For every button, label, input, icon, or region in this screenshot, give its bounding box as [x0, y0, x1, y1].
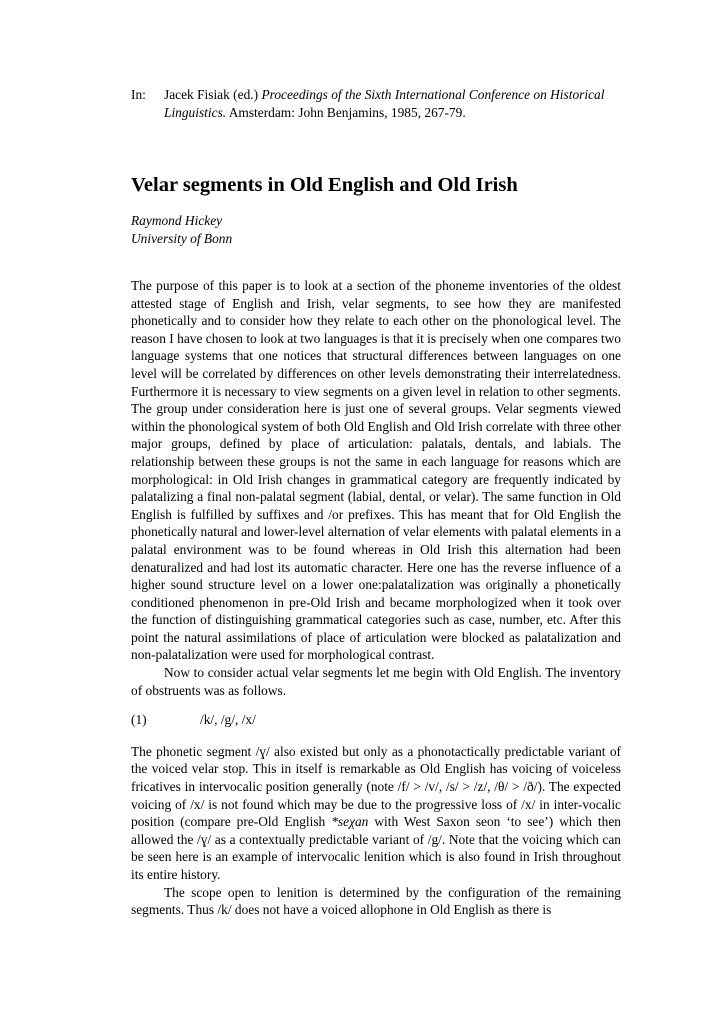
citation-publisher: Amsterdam: John Benjamins, 1985, 267-79.: [226, 105, 466, 120]
paragraph-3-part-a: The phonetic segment /ɣ/ also existed but only as a phonotactically predictable variant of the voiced velar stop. This in itself is remarkable as Old English has voicing of voiceless fricatives in intervocalic position generally (note /f/ > /v/, /s/ > /z/, /θ/ > /ð/: [131, 743, 621, 795]
author-name: Raymond Hickey: [131, 213, 223, 228]
paper-title: Velar segments in Old English and Old Irish: [131, 174, 518, 196]
citation-text: [164, 86, 631, 122]
citation-editor: Jacek Fisiak (ed.): [164, 87, 262, 102]
paragraph-2: Now to consider actual velar segments let me begin with Old English. The inventory of obstruents was as follows.: [131, 665, 621, 698]
author-block: [131, 212, 431, 248]
paragraph-3-part-b: ). The expected voicing of /x/ is not found which may be due to the progressive loss of /x/ in inter-vocalic position (compare pre-Old English: [131, 779, 621, 830]
body-text: [131, 277, 621, 919]
citation-header: [131, 86, 631, 122]
paragraph-3: [131, 743, 621, 884]
paragraph-4: The scope open to lenition is determined by the configuration of the remaining segments. Thus /k/ does not have a voiced allophone in Old English as there is: [131, 884, 621, 918]
paragraph-3-form: *seχan: [331, 814, 369, 830]
example-content: /k/, /g/, /x/: [200, 712, 256, 728]
paragraph-3-part-c: with West Saxon seon ‘to see’) which then allowed the /ɣ/ as a contextually predictable variant of /g/. Note that the voicing which can be seen here is an example of intervocalic lenition which is also found in Irish throughout its entire history.: [131, 814, 621, 882]
example-1: [131, 711, 621, 729]
citation-label: In:: [131, 87, 146, 102]
example-number: (1): [131, 712, 147, 728]
author-affiliation: University of Bonn: [131, 231, 233, 246]
citation-proceedings-title: Proceedings of the Sixth International Conference on Historical Linguistics.: [164, 87, 605, 120]
paragraph-1: The purpose of this paper is to look at a section of the phoneme inventories of the oldest attested stage of English and Irish, velar segments, to see how they are manifested phonetically and to consider how they relate to each other on the phonological level. The reason I have chosen to look at two languages is that it is precisely when one compares two language systems that one notices that structural differences between languages on one level will be correlated by differences on other levels demonstrating their interrelatedness. Furthermore it is necessary to view segments on a given level in relation to other segments. The group under consideration here is just one of several groups. Velar segments viewed within the phonological system of both Old English and Old Irish correlate with three other major groups, defined by place of articulation: palatals, dentals, and labials. The relationship between these groups is not the same in each language for reasons which are morphological: in Old Irish changes in grammatical category are frequently indicated by palatalizing a final non-palatal segment (labial, dental, or velar). The same function in Old English is fulfilled by suffixes and /or prefixes. This has meant that for Old English the phonetically natural and lower-level alternation of velar elements with palatal elements in a palatal environment was to be found whereas in Old Irish this alternation had been denaturalized and had lost its automatic character. Here one has the reverse influence of a higher sound structure level on a lower one:palatalization was originally a phonetically conditioned phenomenon in pre-Old Irish and became morphologized when it took over the function of distinguishing grammatical categories such as case, number, etc. After this point the natural assimilations of place of articulation were blocked as palatalization and non-palatalization were used for morphological contrast.: [131, 278, 621, 663]
